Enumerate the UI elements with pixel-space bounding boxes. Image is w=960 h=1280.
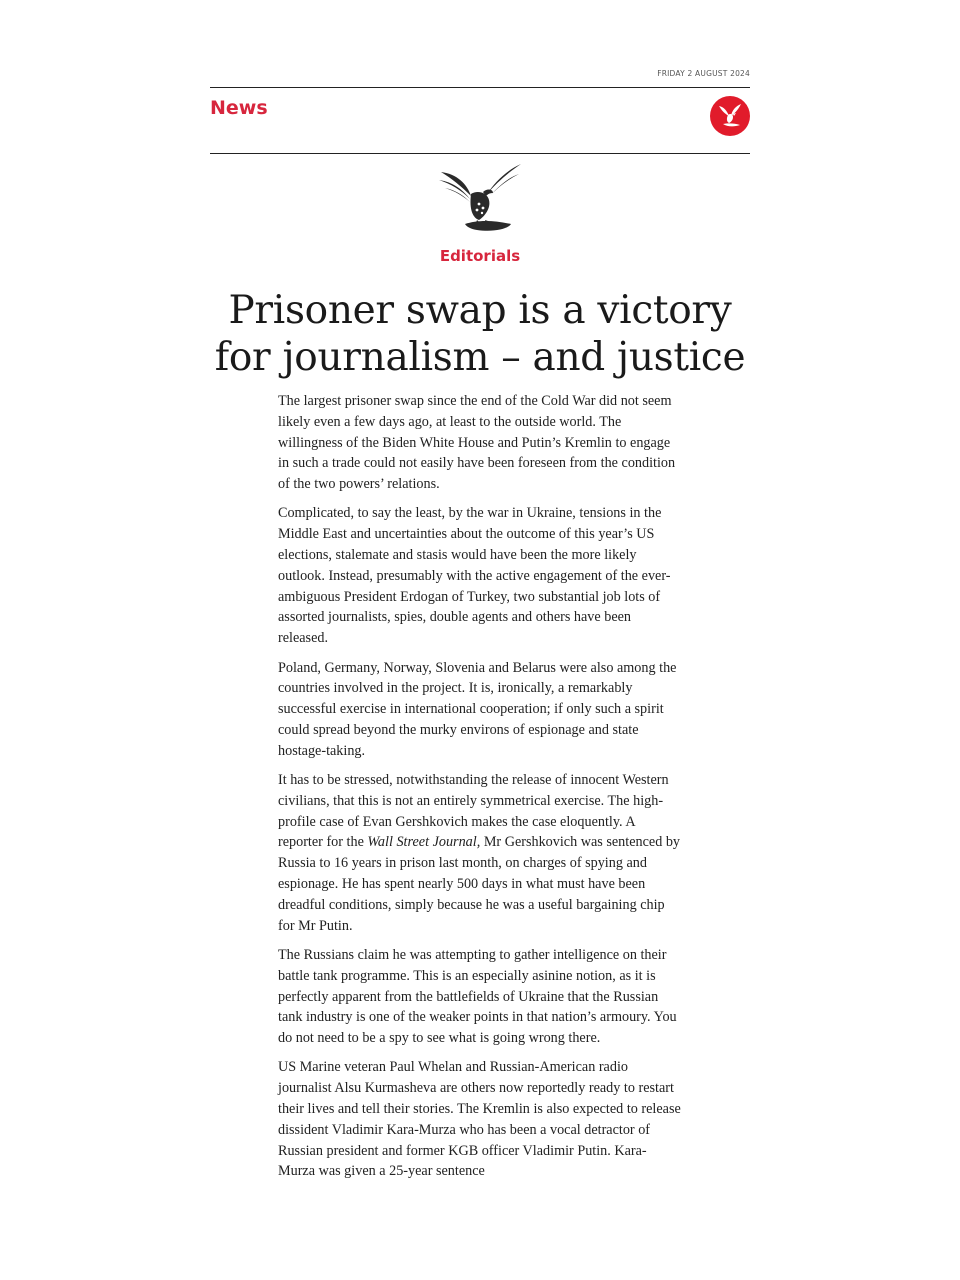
article-paragraph-5: The Russians claim he was attempting to gather intelligence on their battle tank programme. This is an especially asinine notion, as it is perfectly apparent from the battlefields of Ukraine that the Russian tank industry is one of the weaker points in that nation’s armoury. You do not need to be a spy to see what is going wrong there. bbox=[278, 946, 677, 1047]
article-body bbox=[278, 391, 682, 1191]
section-title: News bbox=[210, 97, 268, 119]
article-paragraph-6: US Marine veteran Paul Whelan and Russian-American radio journalist Alsu Kurmasheva are others now reportedly ready to restart their lives and tell their stories. The Kremlin is also expected to release dissident Vladimir Kara-Murza who has been a vocal detractor of Russian president and former KGB officer Vladimir Putin. Kara-Murza was given a 25-year sentence bbox=[278, 1059, 681, 1180]
article-paragraph-2: Complicated, to say the least, by the war in Ukraine, tensions in the Middle East and uncertainties about the outcome of this year’s US elections, stalemate and stasis would have been the more likely outlook. Instead, presumably with the active engagement of the ever-ambiguous President Erdogan of Turkey, two substantial job lots of assorted journalists, spies, double agents and others have been released. bbox=[278, 505, 671, 647]
article-paragraph-4 bbox=[278, 770, 682, 936]
header-rule-bottom bbox=[210, 153, 750, 154]
article-paragraph-1: The largest prisoner swap since the end of the Cold War did not seem likely even a few days ago, at least to the outside world. The willingness of the Biden White House and Putin’s Kremlin to engage in such a trade could not easily have been foreseen from the condition of the two powers’ relations. bbox=[278, 393, 676, 493]
publication-name: Wall Street Journal, bbox=[367, 834, 481, 851]
eagle-emblem-icon bbox=[437, 162, 523, 240]
headline-line-1: Prisoner swap is a victory bbox=[228, 288, 732, 333]
article-paragraph-3: Poland, Germany, Norway, Slovenia and Belarus were also among the countries involved in the project. It is, ironically, a remarkably successful exercise in international cooperation; if only such a spirit could spread beyond the murky environs of espionage and state hostage-taking. bbox=[278, 659, 677, 759]
article-headline bbox=[200, 287, 760, 381]
editorial-kicker: Editorials bbox=[439, 247, 521, 265]
eagle-logo-icon bbox=[710, 96, 750, 136]
issue-date: FRIDAY 2 AUGUST 2024 bbox=[657, 69, 750, 78]
paragraph-4-text-start: It has to be stressed, notwithstanding the release of innocent Western civilians, that this is not an entirely symmetrical exercise. The high-profile case of Evan Gershkovich makes the case eloquently. A reporter for the bbox=[278, 772, 669, 851]
headline-line-2: for journalism – and justice bbox=[214, 335, 746, 380]
header-rule-top bbox=[210, 87, 750, 88]
paragraph-4-text-end: Mr Gershkovich was sentenced by Russia to 16 years in prison last month, on charges of spying and espionage. He has spent nearly 500 days in what must have been dreadful conditions, simply because he was a useful bargaining chip for Mr Putin. bbox=[278, 834, 681, 934]
